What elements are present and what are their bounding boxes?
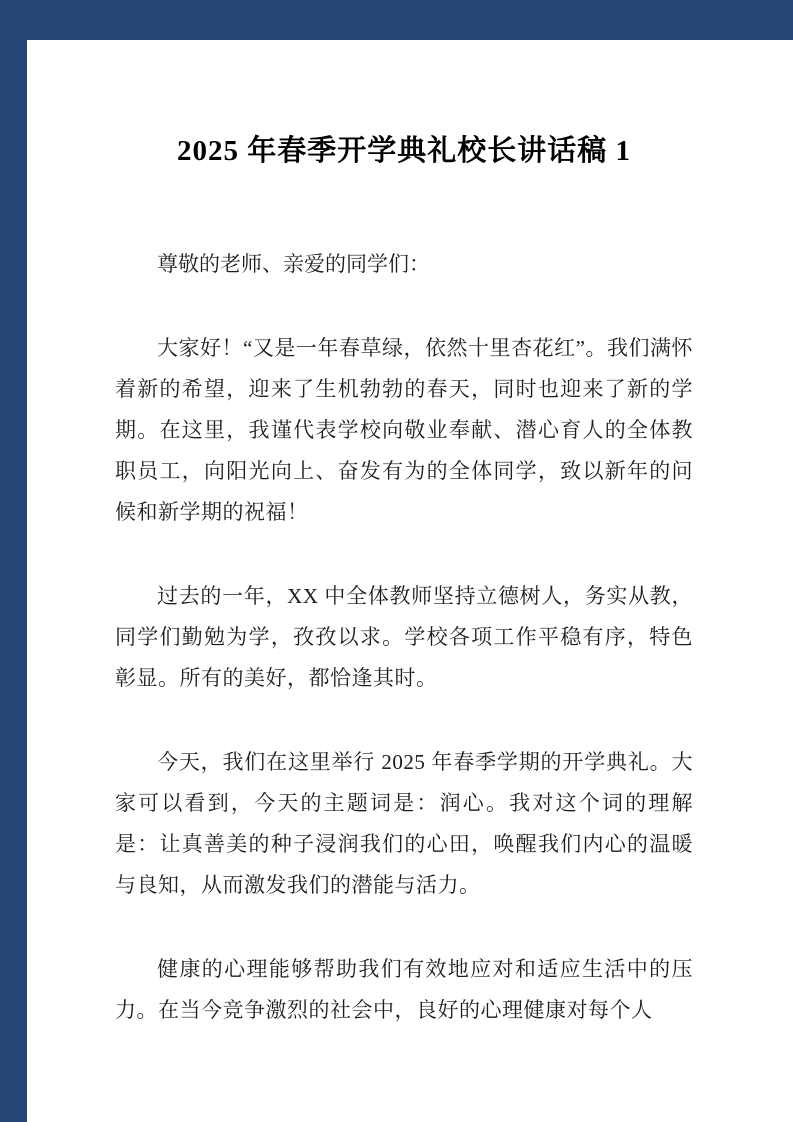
- paragraph-past-year-review: 过去的一年，XX 中全体教师坚持立德树人，务实从教，同学们勤勉为学，孜孜以求。学校各项工作平稳有序，特色彰显。所有的美好，都恰逢其时。: [115, 584, 693, 690]
- paragraph-mental-health: 健康的心理能够帮助我们有效地应对和适应生活中的压力。在当今竞争激烈的社会中，良好的心理健康对每个人: [115, 957, 693, 1022]
- document-content: [115, 40, 693, 1031]
- document-page: [27, 40, 793, 1122]
- paragraph-ceremony-theme: 今天，我们在这里举行 2025 年春季学期的开学典礼。大家可以看到，今天的主题词是：润心。我对这个词的理解是：让真善美的种子浸润我们的心田，唤醒我们内心的温暖与良知，从而激发我们的潜能与活力。: [115, 750, 693, 897]
- page-top-border: [0, 0, 793, 40]
- salutation-line: 尊敬的老师、亲爱的同学们：: [157, 252, 430, 276]
- page-left-border: [0, 0, 27, 1122]
- paragraph-greeting-newyear: 大家好！“又是一年春草绿，依然十里杏花红”。我们满怀着新的希望，迎来了生机勃勃的春天，同时也迎来了新的学期。在这里，我谨代表学校向敬业奉献、潜心育人的全体教职员工，向阳光向上、奋发有为的全体同学，致以新年的问候和新学期的祝福！: [115, 336, 693, 524]
- document-title: 2025 年春季开学典礼校长讲话稿 1: [176, 135, 631, 167]
